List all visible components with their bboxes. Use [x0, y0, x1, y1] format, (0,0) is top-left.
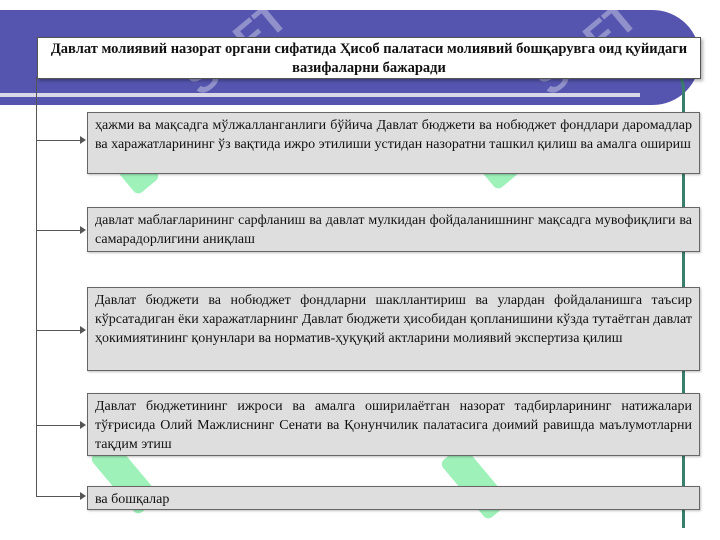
connector-arrow: [80, 421, 86, 429]
task-box-3: [87, 287, 700, 371]
connector-line: [36, 230, 84, 231]
connector-line: [36, 496, 84, 497]
connector-arrow: [80, 492, 86, 500]
task-box-4: [87, 393, 700, 456]
header-underline: [0, 93, 640, 97]
task-text: ва бошқалар: [95, 492, 170, 507]
connector-line: [36, 140, 84, 141]
task-text: Давлат бюджетининг ижроси ва амалга оширилаётган назорат тадбирларининг натижалари тўғрисида Олий Мажлиснинг Сенати ва Қонунчилик палатасига доимий равишда маълумотларни тақдим этиш: [95, 399, 692, 452]
connector-line: [36, 425, 84, 426]
task-box-5: [87, 486, 700, 510]
task-text: ҳажми ва мақсадга мўлжалланганлиги бўйича Давлат бюджети ва нобюджет фондлари даромадлар ва харажатларининг ўз вақтида ижро этилиши устидан назоратни ташкил қилиш ва амалга ошириш: [95, 118, 692, 152]
connector-arrow: [80, 326, 86, 334]
connector-arrow: [80, 136, 86, 144]
task-box-1: [87, 112, 700, 174]
task-box-2: [87, 207, 700, 252]
task-text: давлат маблағларининг сарфланиш ва давлат мулкидан фойдаланишнинг мақсадга мувофиқлиги ва самарадорлигини аниқлаш: [95, 213, 692, 247]
connector-line: [36, 330, 84, 331]
diagram-title-box: [37, 37, 701, 79]
task-text: Давлат бюджети ва нобюджет фондларни шакллантириш ва улардан фойдаланишга таъсир кўрсатадиган ёки харажатларнинг Давлат бюджети ҳисобидан қопланишини кўзда тутаётган давлат ҳокимиятининг қонунлари ва норматив-ҳуқуқий актларини молиявий экспертиза қилиш: [95, 293, 692, 346]
connector-arrow: [80, 226, 86, 234]
diagram-title: Давлат молиявий назорат органи сифатида Ҳисоб палатаси молиявий бошқарувга оид қуйидаги вазифаларни бажаради: [50, 41, 688, 76]
